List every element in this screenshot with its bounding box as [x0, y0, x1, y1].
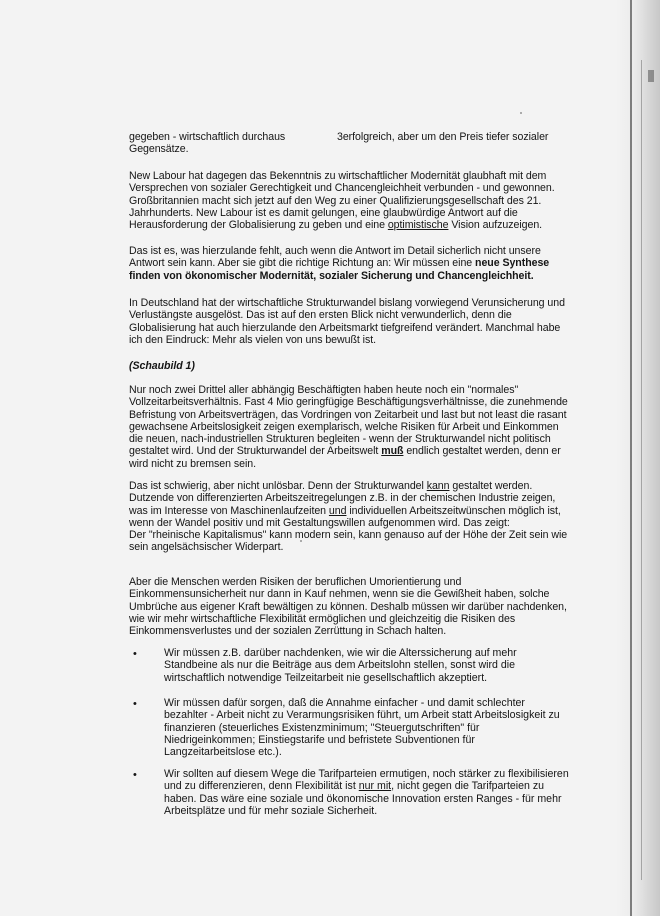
- intro-text-left: gegeben - wirtschaftlich durchaus: [129, 131, 286, 143]
- paragraph-4-end: endlich gestaltet werden, denn er wird nicht zu bremsen sein.: [129, 445, 561, 470]
- paragraph-4-underline: muß: [381, 445, 404, 458]
- scan-edge-shadow: [616, 0, 660, 916]
- paragraph-5-quote: Der "rheinische Kapitalismus" kann modern sein, kann genauso auf der Höhe der Zeit sein wie sein angelsächsischer Widerpart.: [129, 529, 568, 554]
- paragraph-1-end: Vision aufzuzeigen.: [448, 219, 543, 232]
- bullet-marker: •: [133, 769, 137, 781]
- paragraph-2-bold: neue Synthese finden von ökonomischer Modernität, sozialer Sicherung und Chancengleichheit.: [129, 257, 550, 282]
- paragraph-3: In Deutschland hat der wirtschaftliche Strukturwandel bislang vorwiegend Verunsicherung und Verlustängste ausgelöst. Das ist auf den ersten Blick nicht verwunderlich, denn die Globalisierung hat auch hierzulande den Arbeitsmarkt tiefgreifend verändert. Manchmal habe ich den Eindruck: Mehr als vielen von uns bewußt ist.: [129, 297, 565, 346]
- paragraph-5: [129, 480, 569, 554]
- paragraph-5-underline-2: und: [328, 504, 347, 517]
- paragraph-5-text-2: gestaltet werden. Dutzende von differenzierten Arbeitszeitregelungen z.B. in der chemischen Industrie zeigen, was im Interesse von Maschinenlaufzeiten: [129, 480, 556, 517]
- bullet-text-3-underline: nur mit: [358, 780, 392, 793]
- bullet-text-3: [164, 768, 569, 817]
- paragraph-5-underline-1: kann: [426, 480, 450, 492]
- paragraph-6: Aber die Menschen werden Risiken der beruflichen Umorientierung und Einkommensunsicherheit nur dann in Kauf nehmen, wenn sie die Gewißheit haben, solche Umbrüche aus eigener Kraft bewältigen zu können. Deshalb müssen wir darüber nachdenken, wie wir mehr wirtschaftliche Flexibilität ermöglichen und gleichzeitig die Risiken des Einkommensverlustes und der sozialen Zerrüttung in Schach halten.: [129, 576, 567, 638]
- bullet-text-1: Wir müssen z.B. darüber nachdenken, wie wir die Alterssicherung auf mehr Standbeine als nur die Beiträge aus dem Arbeitslohn stellen, sonst wird die wirtschaftlich notwendige Teilzeitarbeit nie gesellschaftlich akzeptiert.: [164, 647, 517, 684]
- scan-edge-line: [641, 60, 642, 880]
- bullet-text-2: Wir müssen dafür sorgen, daß die Annahme einfacher - und damit schlechter bezahlter - Arbeit nicht zu Verarmungsrisiken führt, um Arbeit statt Arbeitslosigkeit zu finanzieren (steuerliches Existenzminimum; "Steuergutschriften" für Niedrigeinkommen; Einstiegstarife und befristete Subventionen für Langzeitarbeitslose etc.).: [164, 697, 560, 759]
- intro-text-right: 3erfolgreich, aber um den Preis tiefer sozialer: [337, 131, 549, 143]
- bullet-marker: •: [133, 648, 137, 660]
- bullet-text-3-start: Wir sollten auf diesem Wege die Tarifparteien ermutigen, noch stärker zu flexibilisieren und zu differenzieren, denn Flexibilität ist: [164, 768, 569, 793]
- scan-mark: [648, 70, 654, 82]
- paragraph-5-text: Das ist schwierig, aber nicht unlösbar. Denn der Strukturwandel: [129, 480, 427, 492]
- paragraph-4-text: Nur noch zwei Drittel aller abhängig Beschäftigten haben heute noch ein "normales" Vollzeitarbeitsverhältnis. Fast 4 Mio geringfügige Beschäftigungsverhältnisse, die zunehmende Befristung von Arbeitsverträgen, das Vordringen von Zeitarbeit und last but not least die rasant gewachsene Arbeitslosigkeit zeigen exemplarisch, welche Risiken für Arbeit und Einkommen die neuen, nach-industriellen Strukturen begleiten - wenn der Strukturwandel nicht politisch gestaltet wird. Und der Strukturwandel der Arbeitswelt: [129, 384, 568, 458]
- paragraph-4: [129, 384, 569, 470]
- paragraph-2: [129, 245, 569, 282]
- scan-edge-line: [630, 0, 632, 916]
- scan-speck: [520, 112, 522, 114]
- paragraph-5-text-3: individuellen Arbeitszeitwünschen möglich ist, wenn der Wandel positiv und mit Gestaltungswillen aufgenommen wird. Das zeigt:: [129, 504, 561, 529]
- bullet-marker: •: [133, 698, 137, 710]
- paragraph-1-text: New Labour hat dagegen das Bekenntnis zu wirtschaftlicher Modernität glaubhaft mit dem Versprechen von sozialer Gerechtigkeit und Chancengleichheit verbunden - und gewonnen. Großbritannien macht sich jetzt auf den Weg zu einer Qualifizierungsgesellschaft des 21. Jahrhunderts. New Labour ist es damit gelungen, eine glaubwürdige Antwort auf die Herausforderung der Globalisierung zu geben und eine: [129, 170, 555, 232]
- bullet-text-3-end: , nicht gegen die Tarifparteien zu haben. Das wäre eine soziale und ökonomische Innovation ersten Ranges - für mehr Arbeitsplätze und für mehr soziale Sicherheit.: [164, 780, 562, 817]
- figure-caption: (Schaubild 1): [129, 360, 195, 372]
- paragraph-1-underline: optimistische: [387, 219, 449, 232]
- paragraph-2-text: Das ist es, was hierzulande fehlt, auch wenn die Antwort im Detail sicherlich nicht unsere Antwort sein kann. Aber sie gibt die richtige Richtung an: Wir müssen eine: [129, 245, 541, 270]
- intro-line-2: Gegensätze.: [129, 143, 189, 155]
- paragraph-1: [129, 170, 569, 231]
- intro-line-1: [129, 131, 569, 143]
